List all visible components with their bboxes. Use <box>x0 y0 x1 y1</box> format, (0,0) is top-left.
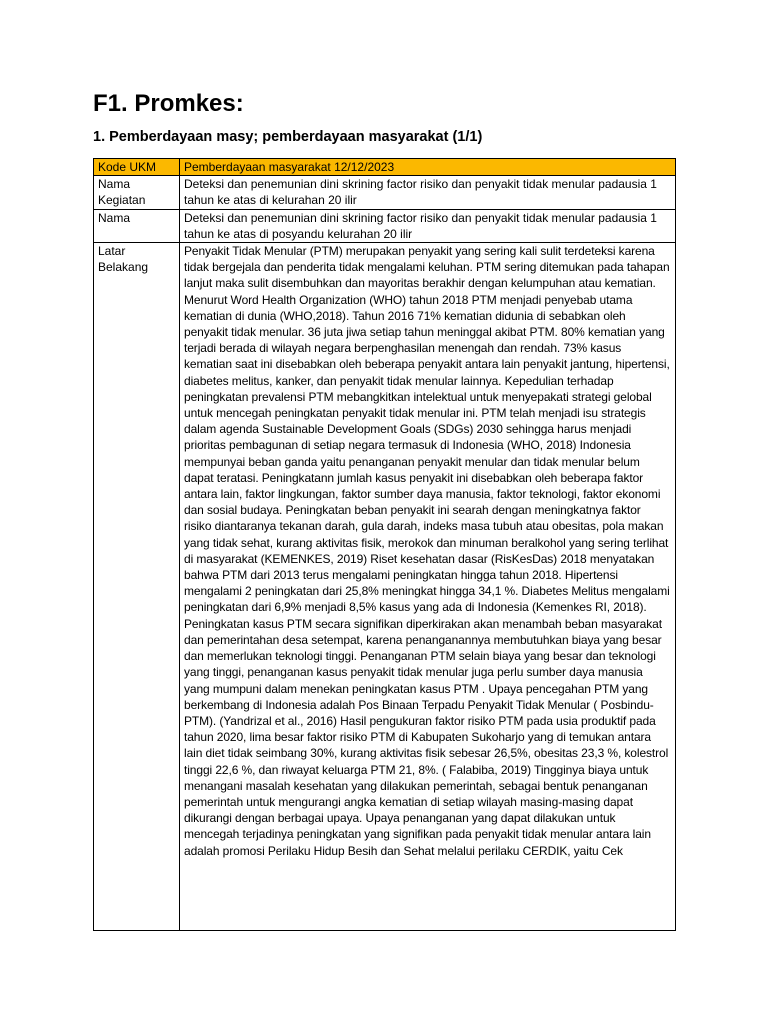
nama-kegiatan-label: Nama Kegiatan <box>94 176 180 209</box>
nama-label: Nama <box>94 209 180 242</box>
table-row-latar-belakang <box>94 243 676 931</box>
section-heading: 1. Pemberdayaan masy; pemberdayaan masyarakat (1/1) <box>93 129 483 145</box>
kode-ukm-label: Kode UKM <box>94 159 180 176</box>
document-title: F1. Promkes: <box>93 90 244 117</box>
latar-belakang-text: Penyakit Tidak Menular (PTM) merupakan penyakit yang sering kali sulit terdeteksi karena tidak bergejala dan penderita tidak mengalami keluhan. PTM sering ditemukan pada tahapan lanjut maka sulit disembuhkan dan mayoritas berakhir dengan kelumpuhan atau kematian. Menurut Word Health Organization (WHO) tahun 2018 PTM menjadi penyebab utama kematian di dunia (WHO,2018). Tahun 2016 71% kematian didunia di sebabkan oleh penyakit tidak menular. 36 juta jiwa setiap tahun meninggal akibat PTM. 80% kematian yang terjadi berada di wilayah negara berpenghasilan menengah dan rendah. 73% kasus kematian saat ini disebabkan oleh beberapa penyakit antara lain penyakit jantung, hipertensi, diabetes melitus, kanker, dan penyakit tidak menular lainnya. Kepedulian terhadap peningkatan prevalensi PTM mebangkitkan intelektual untuk menyepakati strategi gelobal untuk mencegah peningkatan penyakit tidak menular ini. PTM telah menjadi isu strategis dalam agenda Sustainable Development Goals (SDGs) 2030 sehingga harus menjadi prioritas pembagunan di setiap negara termasuk di Indonesia (WHO, 2018) Indonesia mempunyai beban ganda yaitu penanganan penyakit menular dan tidak menular belum dapat teratasi. Peningkatann jumlah kasus penyakit ini disebabkan oleh beberapa faktor antara lain, faktor lingkungan, faktor sumber daya manusia, faktor teknologi, faktor ekonomi dan sosial budaya. Peningkatan beban penyakit ini searah dengan meningkatnya faktor risiko diantaranya tekanan darah, gula darah, indeks masa tubuh atau obesitas, pola makan yang tidak sehat, kurang aktivitas fisik, merokok dan minuman beralkohol yang sering terlihat di masyarakat (KEMENKES, 2019) Riset kesehatan dasar (RisKesDas) 2018 menyatakan bahwa PTM dari 2013 terus mengalami peningkatan hingga tahun 2018. Hipertensi mengalami 2 peningkatan dari 25,8% meningkat hingga 34,1 %. Diabetes Melitus mengalami peningkatan dari 6,9% menjadi 8,5% kasus yang ada di Indonesia (Kemenkes RI, 2018). Peningkatan kasus PTM secara signifikan diperkirakan akan menambah beban masyarakat dan pemerintahan desa setempat, karena penanganannya membutuhkan biaya yang besar dan memerlukan teknologi tinggi. Penanganan PTM selain biaya yang besar dan teknologi yang tinggi, penanganan kasus penyakit tidak menular juga perlu sumber daya manusia yang mumpuni dalam menekan peningkatan kasus PTM . Upaya pencegahan PTM yang berkembang di Indonesia adalah Pos Binaan Terpadu Penyakit Tidak Menular ( Posbindu-PTM). (Yandrizal et al., 2016) Hasil pengukuran faktor risiko PTM pada usia produktif pada tahun 2020, lima besar faktor risiko PTM di Kabupaten Sukoharjo yang di temukan antara lain diet tidak seimbang 30%, kurang aktivitas fisik sebesar 26,5%, obesitas 23,3 %, kolestrol tinggi 22,6 %, dan riwayat keluarga PTM 21, 8%. ( Falabiba, 2019) Tingginya biaya untuk menangani masalah kesehatan yang dilakukan pemerintah, sebagai bentuk penanganan pemerintah untuk mengurangi angka kematian di setiap wilayah masing-masing dapat dikurangi dengan berbagai upaya. Upaya penanganan yang dapat dilakukan untuk mencegah terjadinya peningkatan yang signifikan pada penyakit tidak menular antara lain adalah promosi Perilaku Hidup Besih dan Sehat melalui perilaku CERDIK, yaitu Cek <box>184 244 670 858</box>
ukm-activity-table <box>93 158 676 931</box>
kode-ukm-value: Pemberdayaan masyarakat 12/12/2023 <box>180 159 676 176</box>
nama-value: Deteksi dan penemunian dini skrining factor risiko dan penyakit tidak menular padausia 1 tahun ke atas di posyandu kelurahan 20 ilir <box>180 209 676 242</box>
latar-belakang-label: Latar Belakang <box>94 243 180 931</box>
table-row-nama-kegiatan <box>94 176 676 209</box>
latar-belakang-cell <box>180 243 676 931</box>
table-row-nama <box>94 209 676 242</box>
table-header-row <box>94 159 676 176</box>
nama-kegiatan-value: Deteksi dan penemunian dini skrining factor risiko dan penyakit tidak menular padausia 1 tahun ke atas di kelurahan 20 ilir <box>180 176 676 209</box>
